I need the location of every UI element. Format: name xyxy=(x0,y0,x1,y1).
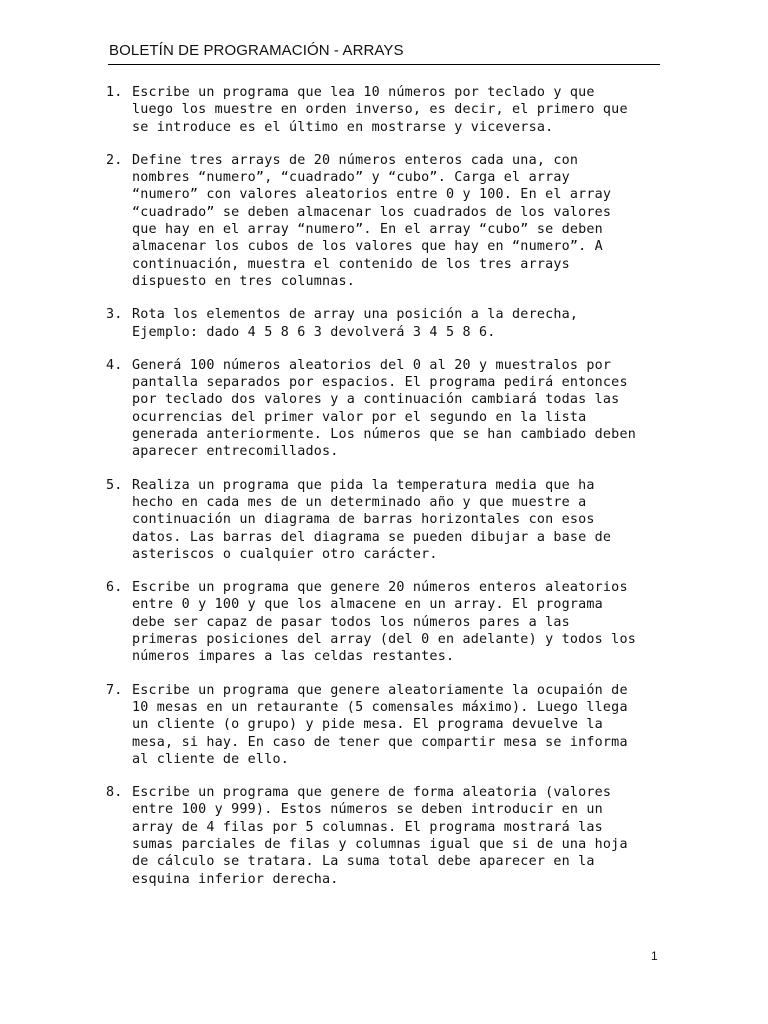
exercise-item-3 xyxy=(106,306,666,341)
exercise-item-5 xyxy=(106,477,666,563)
exercise-number: 4. xyxy=(106,357,123,373)
exercise-text: Realiza un programa que pida la temperatura media que ha hecho en cada mes de un determinado año y que muestre a continuación un diagrama de barras horizontales con esos datos. Las barras del diagrama se pueden dibujar a base de asteriscos o cualquier otro carácter. xyxy=(132,477,612,562)
exercise-number: 1. xyxy=(106,85,123,100)
exercise-number: 7. xyxy=(106,682,123,698)
exercise-item-6 xyxy=(106,579,666,665)
exercise-text: Define tres arrays de 20 números enteros cada una, con nombres “numero”, “cuadrado” y “cubo”. Carga el array “numero” con valores aleatorios entre 0 y 100. En el array “cuadrado” se deben almacenar los cuadrados de los valores que hay en el array “numero”. En el array “cubo” se deben almacenar los cubos de los valores que hay en “numero”. A continuación, muestra el contenido de los tres arrays dispuesto en tres columnas. xyxy=(132,152,612,289)
exercise-text: Rota los elementos de array una posición a la derecha, Ejemplo: dado 4 5 8 6 3 devolverá 3 4 5 8 6. xyxy=(132,307,579,340)
exercise-text: Escribe un programa que genere de forma aleatoria (valores entre 100 y 999). Estos números se deben introducir en un array de 4 filas por 5 columnas. El programa mostrará las sumas parciales de filas y columnas igual que si de una hoja de cálculo se tratara. La suma total debe aparecer en la esquina inferior derecha. xyxy=(132,785,628,887)
exercise-text: Escribe un programa que genere aleatoriamente la ocupaión de 10 mesas en un retaurante (5 comensales máximo). Luego llega un cliente (o grupo) y pide mesa. El programa devuelve la mesa, si hay. En caso de tener que compartir mesa se informa al cliente de ello. xyxy=(132,682,628,767)
page-title: BOLETÍN DE PROGRAMACIÓN - ARRAYS xyxy=(109,42,404,59)
page-number: 1 xyxy=(651,949,658,963)
exercise-item-7 xyxy=(106,682,666,768)
exercise-number: 6. xyxy=(106,580,123,596)
exercise-list xyxy=(106,84,666,904)
exercise-item-4 xyxy=(106,357,666,461)
header-divider xyxy=(108,64,660,65)
exercise-number: 2. xyxy=(106,152,123,168)
exercise-text: Generá 100 números aleatorios del 0 al 20 y muestralos por pantalla separados por espacios. El programa pedirá entonces por teclado dos valores y a continuación cambiará todas las ocurrencias del primer valor por el segundo en la lista generada anteriormente. Los números que se han cambiado deben aparecer entrecomillados. xyxy=(132,357,636,460)
exercise-item-1 xyxy=(106,84,666,136)
exercise-text: Escribe un programa que genere 20 números enteros aleatorios entre 0 y 100 y que los almacene en un array. El programa debe ser capaz de pasar todos los números pares a las primeras posiciones del array (del 0 en adelante) y todos los números impares a las celdas restantes. xyxy=(132,580,636,665)
exercise-number: 8. xyxy=(106,785,123,801)
exercise-item-8 xyxy=(106,784,666,888)
exercise-number: 5. xyxy=(106,477,123,493)
exercise-text: Escribe un programa que lea 10 números por teclado y que luego los muestre en orden inverso, es decir, el primero que se introduce es el último en mostrarse y viceversa. xyxy=(132,85,628,135)
exercise-item-2 xyxy=(106,152,666,290)
exercise-number: 3. xyxy=(106,307,123,323)
